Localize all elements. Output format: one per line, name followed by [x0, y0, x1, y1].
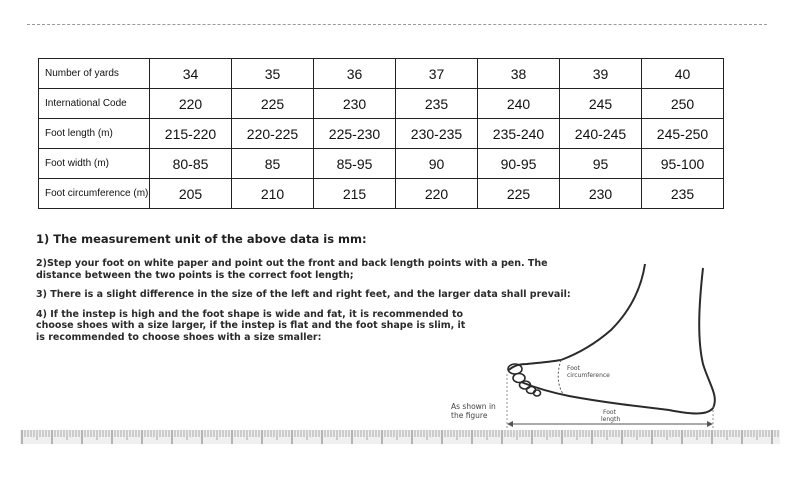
- table-cell: 36: [314, 59, 396, 89]
- table-cell: 85-95: [314, 149, 396, 179]
- table-cell: 245: [560, 89, 642, 119]
- heel-outline: [669, 268, 715, 414]
- table-cell: 220: [150, 89, 232, 119]
- table-cell: 245-250: [642, 119, 724, 149]
- row-header: Foot length (m): [39, 119, 150, 149]
- table-cell: 250: [642, 89, 724, 119]
- table-cell: 230: [314, 89, 396, 119]
- table-cell: 35: [232, 59, 314, 89]
- size-chart-table: [38, 58, 724, 209]
- table-cell: 220-225: [232, 119, 314, 149]
- circumference-label-line2: circumference: [567, 372, 610, 379]
- row-header: Number of yards: [39, 59, 150, 89]
- table-cell: 205: [150, 179, 232, 209]
- table-cell: 37: [396, 59, 478, 89]
- length-label-line2: length: [601, 416, 621, 423]
- table-cell: 215-220: [150, 119, 232, 149]
- table-cell: 85: [232, 149, 314, 179]
- table-cell: 34: [150, 59, 232, 89]
- table-cell: 235: [642, 179, 724, 209]
- instep-outline: [509, 360, 561, 370]
- table-row: [39, 59, 724, 89]
- measuring-ruler: [20, 430, 780, 444]
- table-cell: 215: [314, 179, 396, 209]
- table-cell: 95: [560, 149, 642, 179]
- note-measurement-unit: 1) The measurement unit of the above data is mm:: [36, 232, 367, 246]
- table-cell: 90-95: [478, 149, 560, 179]
- row-header: Foot width (m): [39, 149, 150, 179]
- toes: [508, 364, 541, 396]
- circumference-label-line1: Foot: [567, 365, 580, 372]
- length-arrowhead-left: [507, 421, 513, 427]
- length-arrowhead-right: [707, 421, 713, 427]
- shown-label-line1: As shown in: [451, 402, 496, 411]
- table-cell: 240-245: [560, 119, 642, 149]
- table-cell: 235: [396, 89, 478, 119]
- table-cell: 235-240: [478, 119, 560, 149]
- table-cell: 90: [396, 149, 478, 179]
- sole-outline: [521, 382, 669, 410]
- table-cell: 220: [396, 179, 478, 209]
- row-header: International Code: [39, 89, 150, 119]
- note-step-on-paper: 2)Step your foot on white paper and point out the front and back length points with a pen. The distance between the two points is the correct foot length;: [36, 258, 548, 281]
- table-cell: 225: [232, 89, 314, 119]
- table-cell: 39: [560, 59, 642, 89]
- table-cell: 225-230: [314, 119, 396, 149]
- top-divider: [27, 24, 767, 25]
- table-row: [39, 149, 724, 179]
- table-cell: 210: [232, 179, 314, 209]
- table-cell: 38: [478, 59, 560, 89]
- shown-label-line2: the figure: [451, 411, 488, 420]
- circumference-dashed-line: [558, 360, 563, 394]
- leg-front-outline: [561, 264, 645, 360]
- table-cell: 40: [642, 59, 724, 89]
- table-row: [39, 89, 724, 119]
- table-cell: 225: [478, 179, 560, 209]
- table-cell: 80-85: [150, 149, 232, 179]
- table-row: [39, 119, 724, 149]
- note-instep-advice: 4) If the instep is high and the foot shape is wide and fat, it is recommended to choose shoes with a size larger, if the instep is flat and the foot shape is slim, it is recommended to choose shoes with a size smaller:: [36, 308, 466, 343]
- table-cell: 230-235: [396, 119, 478, 149]
- foot-measurement-diagram: [445, 256, 735, 432]
- table-cell: 240: [478, 89, 560, 119]
- note-left-right-difference: 3) There is a slight difference in the size of the left and right feet, and the larger data shall prevail:: [36, 289, 571, 300]
- row-header: Foot circumference (m): [39, 179, 150, 209]
- table-cell: 230: [560, 179, 642, 209]
- length-label-line1: Foot: [603, 409, 616, 416]
- table-row: [39, 179, 724, 209]
- table-cell: 95-100: [642, 149, 724, 179]
